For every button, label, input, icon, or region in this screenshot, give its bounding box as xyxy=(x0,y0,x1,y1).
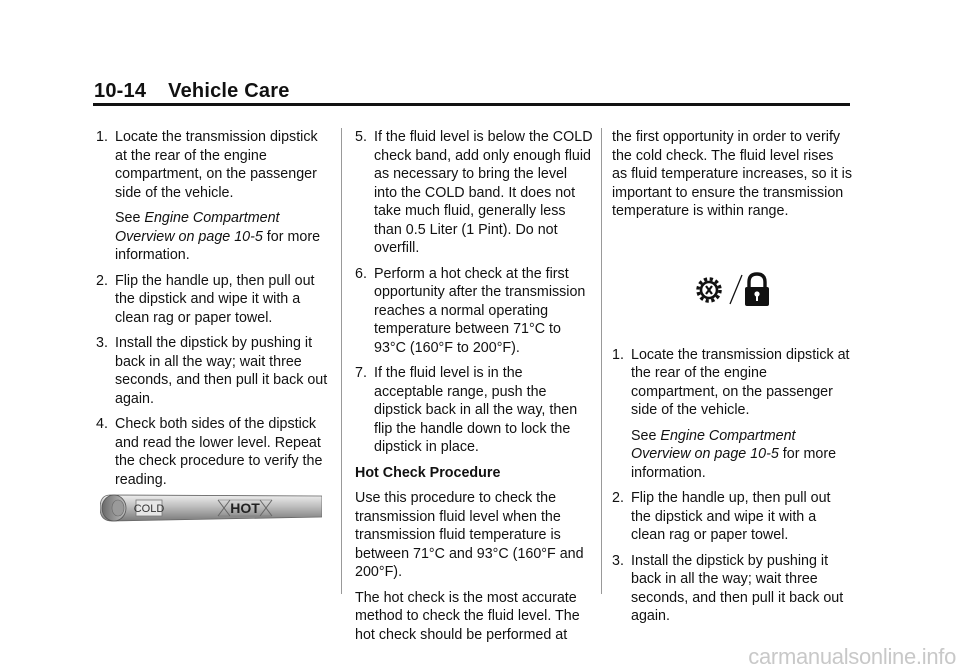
step-6 xyxy=(355,265,593,358)
column-divider xyxy=(341,128,342,594)
step-number: 3. xyxy=(612,552,624,569)
page-header xyxy=(94,80,290,103)
ref-suffix: for more information. xyxy=(631,446,837,481)
footer-watermark: carmanualsonline.info xyxy=(748,644,956,669)
step-number: 5. xyxy=(355,129,367,145)
paragraph: Use this procedure to check the transmission fluid level when the transmission fluid temperature is between 71°C and 93°C (160°F and 200°F). xyxy=(355,490,584,580)
section-title: Vehicle Care xyxy=(168,80,290,102)
step-4 xyxy=(96,415,332,489)
gear-service-icon xyxy=(698,279,720,301)
step-text: Flip the handle up, then pull out the dipstick and wipe it with a clean rag or paper towel. xyxy=(115,272,315,326)
paragraph: the first opportunity in order to verify the cold check. The fluid level rises as fluid temperature increases, so it is important to ensure the transmission temperature is within range. xyxy=(612,129,852,219)
column-divider xyxy=(601,128,602,594)
step-2 xyxy=(96,272,332,328)
step-number: 2. xyxy=(612,490,624,506)
step-text: Flip the handle up, then pull out the dipstick and wipe it with a clean rag or paper towel. xyxy=(631,490,831,543)
ref-prefix: See xyxy=(631,427,661,444)
step-1 xyxy=(96,128,332,202)
step-text: If the fluid level is below the COLD check band, add only enough fluid as necessary to bring the level into the COLD band. It does not take much fluid, generally less than 0.5 Liter (1 Pint). Do not overfill. xyxy=(374,129,593,256)
ref-suffix: for more information. xyxy=(115,228,321,263)
step-number: 6. xyxy=(355,265,367,282)
step-text: Locate the transmission dipstick at the rear of the engine compartment, on the passenger side of the vehicle. xyxy=(115,129,318,201)
step-text: If the fluid level is in the acceptable range, push the dipstick back in all the way, then flip the handle down to lock the dipstick in place. xyxy=(374,365,578,455)
header-rule xyxy=(93,103,850,106)
step-text: Perform a hot check at the first opportunity after the transmission reaches a normal operating temperature between 71°C to 93°C (160°F to 200°F). xyxy=(374,265,586,356)
section-heading: Hot Check Procedure xyxy=(355,464,501,481)
step-number: 2. xyxy=(96,272,108,289)
step-text: Locate the transmission dipstick at the rear of the engine compartment, on the passenger side of the vehicle. xyxy=(631,346,850,418)
step-1 xyxy=(612,346,852,420)
step-7 xyxy=(355,364,593,457)
service-lock-icon-figure xyxy=(694,272,772,308)
step-2 xyxy=(612,489,852,545)
step-number: 3. xyxy=(96,335,108,351)
column-1 xyxy=(96,128,332,496)
ref-link[interactable]: Engine Compartment Overview on page 10-5 xyxy=(115,210,280,245)
cross-reference xyxy=(96,209,332,265)
step-text: Install the dipstick by pushing it back in all the way; wait three seconds, and then pull it back out again. xyxy=(631,552,844,624)
lock-icon xyxy=(745,274,769,306)
step-number: 7. xyxy=(355,365,367,381)
slash-divider xyxy=(730,275,742,304)
step-number: 4. xyxy=(96,416,108,432)
paragraph: The hot check is the most accurate method to check the fluid level. The hot check should be performed at xyxy=(355,589,580,643)
step-text: Install the dipstick by pushing it back in all the way; wait three seconds, and then pull it back out again. xyxy=(115,335,328,407)
hot-band-label: HOT xyxy=(230,500,260,516)
step-text: Check both sides of the dipstick and read the lower level. Repeat the check procedure to verify the reading. xyxy=(115,416,323,488)
cross-reference xyxy=(612,427,852,483)
cold-band-label: COLD xyxy=(133,503,165,515)
dipstick-illustration xyxy=(100,488,322,528)
column-3 xyxy=(612,128,852,633)
page-number: 10-14 xyxy=(94,80,147,102)
step-number: 1. xyxy=(96,129,108,145)
step-3 xyxy=(612,552,852,626)
ref-link[interactable]: Engine Compartment Overview on page 10-5 xyxy=(631,427,796,462)
step-5 xyxy=(355,128,593,258)
step-number: 1. xyxy=(612,346,624,363)
ref-prefix: See xyxy=(115,210,145,226)
step-3 xyxy=(96,334,332,408)
column-2 xyxy=(355,128,593,651)
